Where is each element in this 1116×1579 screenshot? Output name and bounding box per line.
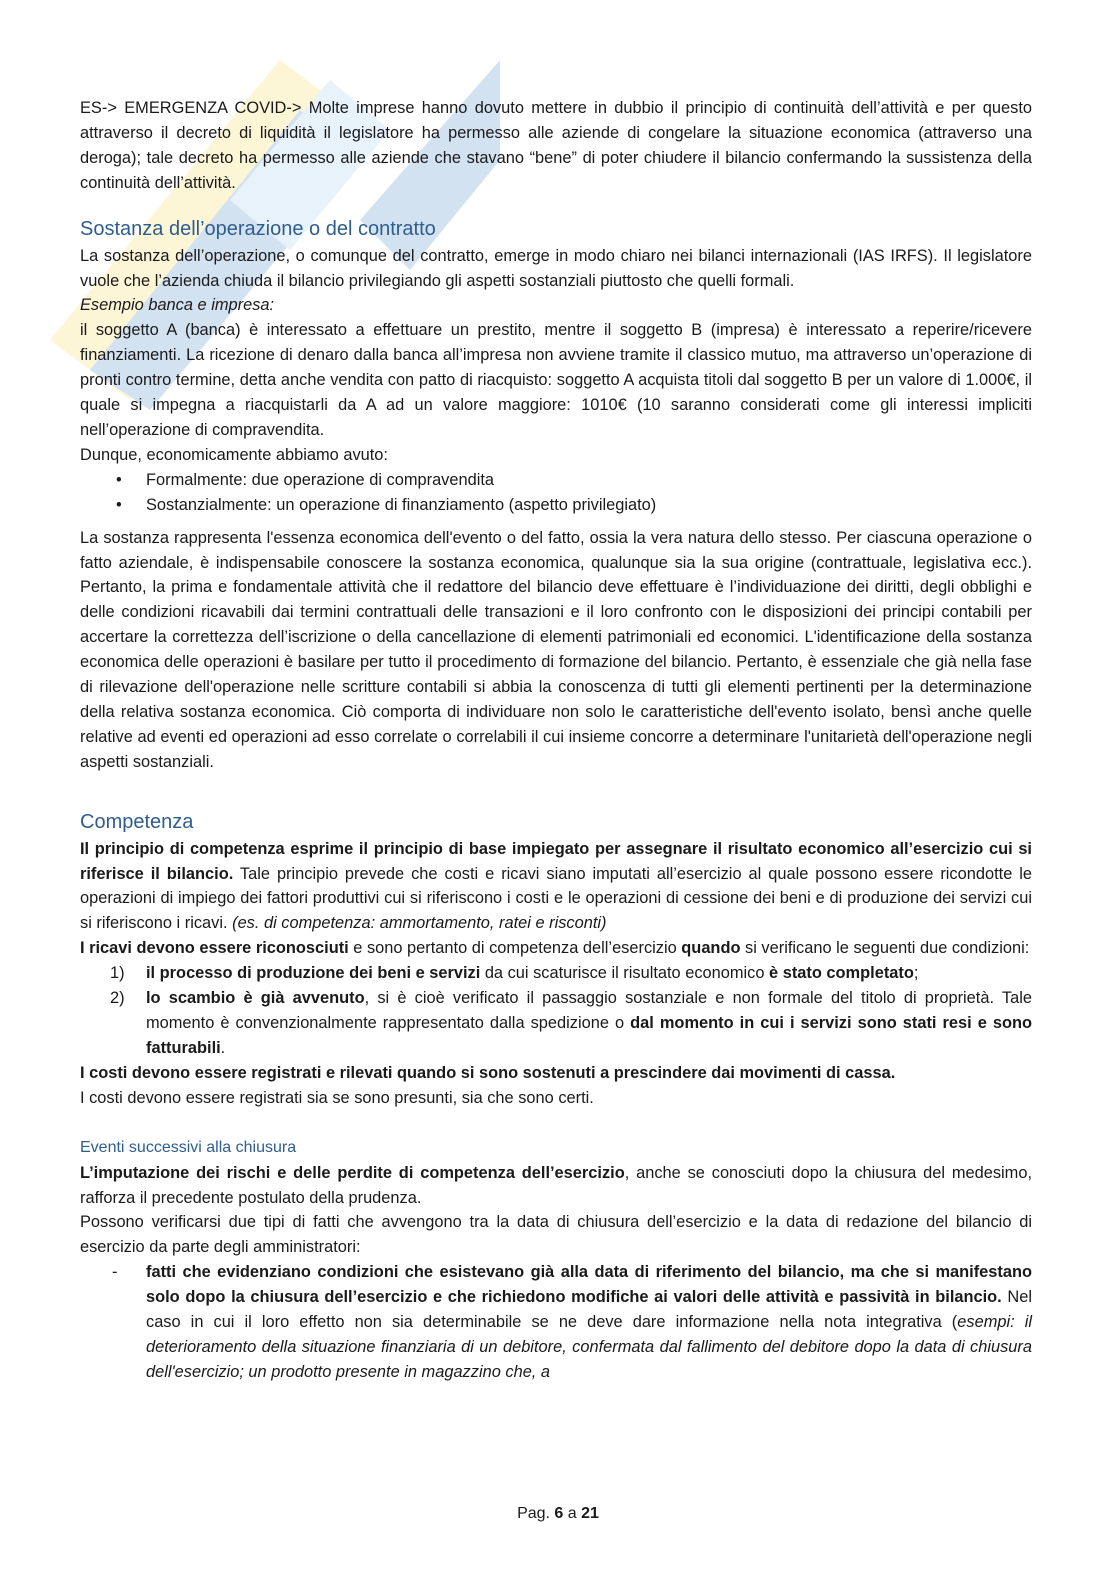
- heading-eventi: Eventi successivi alla chiusura: [80, 1138, 297, 1156]
- list-number: 2): [110, 989, 125, 1008]
- eventi-paragraph-2: Possono verificarsi due tipi di fatti che avvengono tra la data di chiusura dell’esercizio e la data di redazione del bilancio di esercizio da parte degli amministratori:: [80, 1213, 1032, 1257]
- eventi-paragraph-1: L’imputazione dei rischi e delle perdite di competenza dell’esercizio, anche se conosciuti dopo la chiusura del medesimo, rafforza il precedente postulato della prudenza.: [80, 1163, 1033, 1207]
- sostanza-bullet-list: [80, 468, 1032, 518]
- page-footer: Pag. 6 a 21: [517, 1505, 599, 1522]
- list-number: 1): [110, 964, 125, 983]
- list-item: [80, 493, 1032, 518]
- dash-bullet-icon: -: [112, 1263, 118, 1282]
- bullet-icon: •: [116, 470, 122, 489]
- list-item: 2) lo scambio è già avvenuto, si è cioè verificato il passaggio sostanziale e non formale del titolo di proprietà. Tale momento è convenzionalmente rappresentato dalla spedizione o dal momento in cui i servizi sono stati resi e sono fatturabili.: [80, 986, 1032, 1061]
- sostanza-paragraph-2: il soggetto A (banca) è interessato a effettuare un prestito, mentre il soggetto B (impresa) è interessato a reperire/ricevere finanziamenti. La ricezione di denaro dalla banca all’impresa non avviene tramite il classico mutuo, ma attraverso un’operazione di pronti contro termine, detta anche vendita con patto di riacquisto: soggetto A acquista titoli dal soggetto B per un valore di 1.000€, il quale si impegna a riacquistarli da A ad un valore maggiore: 1010€ (10 saranno considerati come gli interessi impliciti nell’operazione di compravendita.: [80, 321, 1032, 439]
- document-body: [80, 96, 1032, 1385]
- eventi-dash-list: [80, 1260, 1032, 1385]
- list-item-text: Sostanzialmente: un operazione di finanziamento (aspetto privilegiato): [146, 495, 657, 514]
- list-item-text: Formalmente: due operazione di compravendita: [146, 470, 495, 489]
- competenza-paragraph-4: I costi devono essere registrati sia se sono presunti, sia che sono certi.: [80, 1088, 594, 1107]
- sostanza-paragraph-3: Dunque, economicamente abbiamo avuto:: [80, 445, 388, 464]
- sostanza-example-label: Esempio banca e impresa:: [80, 296, 275, 315]
- sostanza-paragraph-1: La sostanza dell’operazione, o comunque del contratto, emerge in modo chiaro nei bilanci internazionali (IAS IRFS). Il legislatore vuole che l’azienda chiuda il bilancio privilegiando gli aspetti sostanziali piuttosto che quelli formali.: [80, 246, 1032, 290]
- heading-sostanza: Sostanza dell’operazione o del contratto: [80, 217, 436, 240]
- list-item: - fatti che evidenziano condizioni che esistevano già alla data di riferimento del bilancio, ma che si manifestano solo dopo la chiusura dell’esercizio e che richiedono modifiche ai valori delle attività e passività in bilancio. Nel caso in cui il loro effetto non sia determinabile se ne deve dare informazione nella nota integrativa (esempi: il deterioramento della situazione finanziaria di un debitore, confermata dal fallimento del debitore dopo la data di chiusura dell'esercizio; un prodotto presente in magazzino che, a: [80, 1260, 1032, 1385]
- list-item: [80, 468, 1032, 493]
- competenza-paragraph-1: Il principio di competenza esprime il principio di base impiegato per assegnare il risultato economico all’esercizio cui si riferisce il bilancio. Tale principio prevede che costi e ricavi siano imputati all’esercizio al quale possono essere ricondotte le operazioni di impiego dei fattori produttivi cui si riferiscono i costi e le operazioni di cessione dei beni e di produzione dei servizi cui si riferiscono i ricavi. (es. di competenza: ammortamento, ratei e risconti): [80, 839, 1033, 933]
- intro-paragraph: ES-> EMERGENZA COVID-> Molte imprese hanno dovuto mettere in dubbio il principio di continuità dell’attività e per questo attraverso il decreto di liquidità il legislatore ha permesso alle aziende di congelare la situazione economica (attraverso una deroga); tale decreto ha permesso alle aziende che stavano “bene” di poter chiudere il bilancio confermando la sussistenza della continuità dell’attività.: [80, 99, 1032, 192]
- current-page-number: 6: [554, 1505, 564, 1522]
- heading-competenza: Competenza: [80, 810, 194, 833]
- total-page-number: 21: [581, 1505, 599, 1522]
- competenza-paragraph-2: I ricavi devono essere riconosciuti e sono pertanto di competenza dell’esercizio quando si verificano le seguenti due condizioni:: [80, 939, 1030, 958]
- list-item: 1) il processo di produzione dei beni e servizi da cui scaturisce il risultato economico è stato completato;: [80, 961, 1032, 986]
- competenza-paragraph-3: I costi devono essere registrati e rilevati quando si sono sostenuti a prescindere dai movimenti di cassa.: [80, 1063, 896, 1082]
- competenza-numbered-list: [80, 961, 1032, 1061]
- sostanza-paragraph-4: La sostanza rappresenta l'essenza economica dell'evento o del fatto, ossia la vera natura dello stesso. Per ciascuna operazione o fatto aziendale, è indispensabile conoscere la sostanza economica, qualunque sia la sua origine (contrattuale, legislativa ecc.). Pertanto, la prima e fondamentale attività che il redattore del bilancio deve effettuare è l’individuazione dei diritti, degli obblighi e delle condizioni ricavabili dai termini contrattuali delle transazioni e il loro confronto con le disposizioni dei principi contabili per accertare la correttezza dell’iscrizione o della cancellazione di elementi patrimoniali ed economici. L'identificazione della sostanza economica delle operazioni è basilare per tutto il procedimento di formazione del bilancio. Pertanto, è essenziale che già nella fase di rilevazione dell'operazione nelle scritture contabili si abbia la conoscenza di tutti gli elementi pertinenti per la determinazione della relativa sostanza economica. Ciò comporta di individuare non solo le caratteristiche dell'evento isolato, bensì anche quelle relative ad eventi ed operazioni ad esso correlate o correlabili il cui insieme concorre a determinare l'unitarietà dell'operazione negli aspetti sostanziali.: [80, 528, 1032, 771]
- bullet-icon: •: [116, 495, 122, 514]
